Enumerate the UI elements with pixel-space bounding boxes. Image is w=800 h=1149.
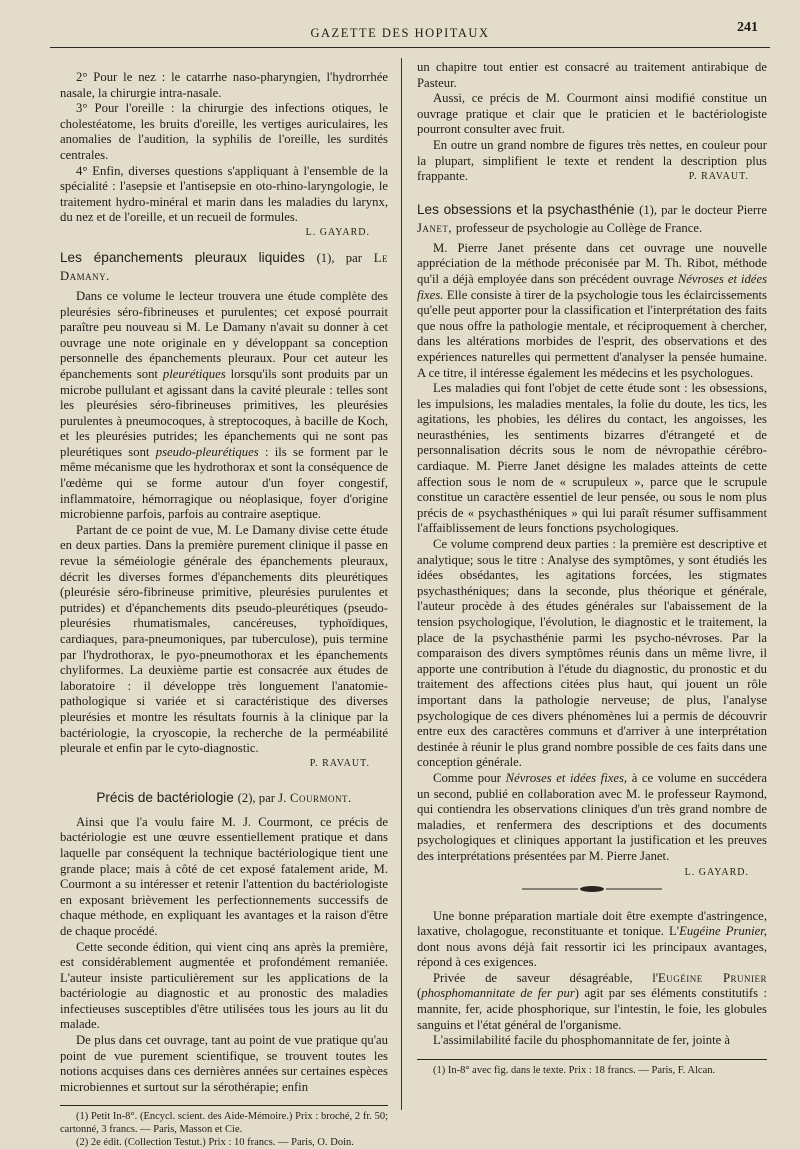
paragraph-continuation: un chapitre tout entier est consacré au traitement antirabique de Pasteur. <box>417 60 767 90</box>
paragraph-pleural-1: Dans ce volume le lecteur trouvera une étude complète des pleurésies séro-fibrineuses et purulentes; cet exposé pourrait paraître peu nouveau si M. Le Damany n'avait su donner à cet ouvrage une note originale en y développant sa conception personnelle des épanchements pleuraux. Pour cet auteur les épanchements sont pleurétiques lorsqu'ils sont produits par un microbe pullulant et agissant dans la cavité pleurale : telles sont les pleurésies séro-fibrineuses primitives, les pleurésies purulentes à pneumocoques, à streptocoques, à bacille de Koch, et les pleurésies putrides; les épanchements qui ne sont pas pleurétiques sont pseudo-pleurétiques : ils se forment par le même mécanisme que les hydrothorax et sont la conséquence de l'œdème qui se forme autour d'un foyer congestif, inflammatoire, hémorragique ou néoplasique, foyer d'origine microbienne parfois, parfois au contraire aseptique. <box>60 288 389 522</box>
section-heading-pleural <box>60 249 388 285</box>
footnote-ref: (1), par <box>316 250 362 265</box>
footnote-ref: (2), par J. <box>237 790 287 805</box>
section-heading-bacteriology <box>60 789 388 807</box>
section-ornament <box>417 885 767 893</box>
author-name: Janet, <box>417 220 453 235</box>
section-title: Précis de bactériologie <box>96 789 234 805</box>
footnote-1: (1) Petit In-8°. (Encycl. scient. des Aide-Mémoire.) Prix : broché, 2 fr. 50; cartonné, 3 francs. — Paris, Masson et Cie. <box>60 1111 388 1136</box>
paragraph-bacteriology-1: Ainsi que l'a voulu faire M. J. Courmont, ce précis de bactériologie est une œuvre essentiellement pratique et dans laquelle par conséquent la technique bactériologique tient une grande place; mais à côté de cet exposé fatalement aride, M. Courmont a su intéresser et retenir l'attention du bactériologiste en exposant brièvement les perfectionnements successifs de chaque méthode, en expliquant les avantages et la raison d'être de chaque procédé. <box>60 814 388 938</box>
page-number: 241 <box>737 20 758 35</box>
paragraph-pleural-2: Partant de ce point de vue, M. Le Damany divise cette étude en deux parties. Dans la première purement clinique il passe en revue la séméiologie générale des épanchements pleuraux, décrit les diverses formes d'épanchements dits pleurétiques (pleurésie séro-fibrineuse primitive, pleurésies purulentes et putrides) et d'épanchements dits pseudo-pleurétiques (pseudo-pleurésies rhumatismales, cancéreuses, typhoïdiques, cardiaques, para-pneumoniques, par tuberculose), puis termine par l'hydrothorax, le pyo-pneumothorax et les épanchements chyliformes. La deuxième partie est consacrée aux études de laboratoire : il développe très longuement l'anatomie-pathologique si variée et si caractéristique des diverses pleurésies et montre les résultats fournis à la clinique par la bactériologie, la cryoscopie, la recherche de la perméabilité pleurale et enfin par le cyto-diagnostic. <box>60 522 388 756</box>
column-divider <box>401 58 402 1110</box>
paragraph-nose: 2° Pour le nez : le catarrhe naso-pharyngien, l'hydrorrhée nasale, la chirurgie intra-nasale. <box>60 70 388 100</box>
signature-ravaut: P. RAVAUT. <box>688 171 749 183</box>
paragraph-ear: 3° Pour l'oreille : la chirurgie des infections otiques, le cholestéatome, les bruits d'oreille, les vertiges auriculaires, les anomalies de l'audition, la syphilis de l'oreille, les surdités centrales. <box>60 101 388 162</box>
footnote-2: (2) 2e édit. (Collection Testut.) Prix : 10 francs. — Paris, O. Doin. <box>76 1137 354 1149</box>
author-name: Le Damany. <box>60 250 389 283</box>
signature-gayard: L. GAYARD. <box>684 866 749 878</box>
footnote-rule <box>417 1059 767 1060</box>
paragraph-janet-1: M. Pierre Janet présente dans cet ouvrage une nouvelle appréciation de la méthode préconisée par M. Th. Ribot, méthode qu'il a déjà employée dans son précédent ouvrage Névroses et idées fixes. Elle consiste à tirer de la psychologie tous les éclaircissements qu'elle peut apporter pour la classification et l'interprétation des faits que nous offre la pathologie mentale, et réciproquement à chercher, dans les altérations morbides de l'esprit, des observations et des expériences naturelles qui permettent d'analyser la pensée humaine. A ce titre, il intéresse également les médecins et les psychologues. <box>417 240 768 380</box>
section-heading-obsessions <box>417 201 767 237</box>
running-header-title: GAZETTE DES HOPITAUX <box>310 26 490 40</box>
author-name: Courmont. <box>290 790 352 805</box>
author-title: professeur de psychologie au Collège de France. <box>455 220 703 235</box>
left-column <box>60 70 388 1149</box>
paragraph-janet-4: Comme pour Névroses et idées fixes, à ce volume en succédera un second, publié en collaboration avec M. le professeur Raymond, qui contiendra les observations cliniques d'un très grand nombre de maladies, et renfermera des descriptions et des documents psychologiques et cliniques apportant la justification et les preuves des interprétations présentées par M. Pierre Janet. L. GAYARD. <box>417 771 767 865</box>
paragraph-eugeine-2: Privée de saveur désagréable, l'Eugéine Prunier (phosphomannitate de fer pur) agit par ses éléments constitutifs : mannite, fer, acide phosphorique, sur l'intestin, le foie, les globules sanguins et l'état général de l'organisme. <box>417 970 768 1032</box>
right-column <box>417 60 767 1077</box>
paragraph-eugeine-3: L'assimilabilité facile du phosphomannitate de fer, jointe à <box>433 1033 731 1048</box>
signature-gayard: L. GAYARD. <box>305 226 370 238</box>
header-rule <box>50 47 770 48</box>
ornament-rule-icon <box>522 885 662 893</box>
paragraph-janet-3: Ce volume comprend deux parties : la première est descriptive et analytique; sous le titre : Analyse des symptômes, y sont étudiés les idées obsédantes, les agitations forcées, les stigmates psychasthéniques; dans la seconde, plus théorique et générale, l'auteur procède à des études générales sur l'abaissement de la tension psychologique, l'évolution, le diagnostic et le traitement, la place de la psychasthénie parmi les psycho-névroses. Par la comparaison des divers symptômes réunis dans un même livre, il apporte une contribution à l'étude du diagnostic, du pronostic et du traitement des affections citées plus haut, qui jouent un rôle important dans la pathologie nerveuse; de plus, l'analyse psychologique de ces divers phénomènes lui a permis de découvrir entre eux des caractères communs et d'arriver à une interprétation destinée à réunir le plus grand nombre possible de ces faits dans une conception générale. <box>417 537 767 770</box>
paragraph-figures: En outre un grand nombre de figures très nettes, en couleur pour la plupart, simplifient le texte et rendent la description plus frappante. P. RAVAUT. <box>417 137 767 184</box>
section-title: Les obsessions et la psychasthénie <box>417 201 635 217</box>
paragraph-janet-2: Les maladies qui font l'objet de cette étude sont : les obsessions, les impulsions, les maladies mentales, la folie du doute, les tics, les agitations, les phobies, les délires du contact, les angoisses, les neurasthénies, les sentiments bizarres d'étrangeté et de personnalisation décrits sous le nom de névropathie cérébro-cardiaque. M. Pierre Janet désigne les malades atteints de cette affection sous le nom de « scrupuleux », parce que le scrupule constitue un caractère essentiel de leur pensée, ou sous le nom plus précis de « psychasthéniques » qui lui paraît résumer suffisamment l'affaiblissement de leurs fonctions psychologiques. <box>417 381 767 536</box>
paragraph-eugeine-1: Une bonne préparation martiale doit être exempte d'astringence, laxative, cholagogue, reconstituante et tonique. L'Eugéine Prunier, dont nous avons déjà fait ressortir ici les principaux avantages, répond à ces exigences. <box>417 908 767 970</box>
paragraph-bacteriology-3: De plus dans cet ouvrage, tant au point de vue pratique qu'au point de vue purement scientifique, se trouvent toutes les notions acquises dans ces dernières années sur certaines espèces microbiennes et surtout sur la sérothérapie; enfin <box>60 1033 388 1094</box>
footnote-1: (1) In-8° avec fig. dans le texte. Prix : 18 francs. — Paris, F. Alcan. <box>433 1064 716 1076</box>
section-title: Les épanchements pleuraux liquides <box>60 249 305 265</box>
signature-ravaut: P. RAVAUT. <box>309 757 370 769</box>
paragraph-general: 4° Enfin, diverses questions s'appliquant à l'ensemble de la spécialité : l'asepsie et l'antisepsie en oto-rhino-laryngologie, le traitement hydro-minéral et marin dans les maladies du larynx, du nez et de l'oreille, et un recueil de formules. <box>60 163 388 225</box>
footnote-ref: (1), par le docteur Pierre <box>639 202 767 217</box>
paragraph-courmont-summary: Aussi, ce précis de M. Courmont ainsi modifié constitue un ouvrage pratique et clair que le praticien et le bactériologiste pourront consulter avec fruit. <box>417 91 767 137</box>
paragraph-bacteriology-2: Cette seconde édition, qui vient cinq ans après la première, est considérablement augmentée et profondément remaniée. L'auteur insiste particulièrement sur les applications de la bactériologie au diagnostic et au pronostic des maladies infectieuses susceptibles d'être utilisées tous les jours au lit du malade. <box>60 939 388 1032</box>
footnote-rule <box>60 1105 388 1106</box>
